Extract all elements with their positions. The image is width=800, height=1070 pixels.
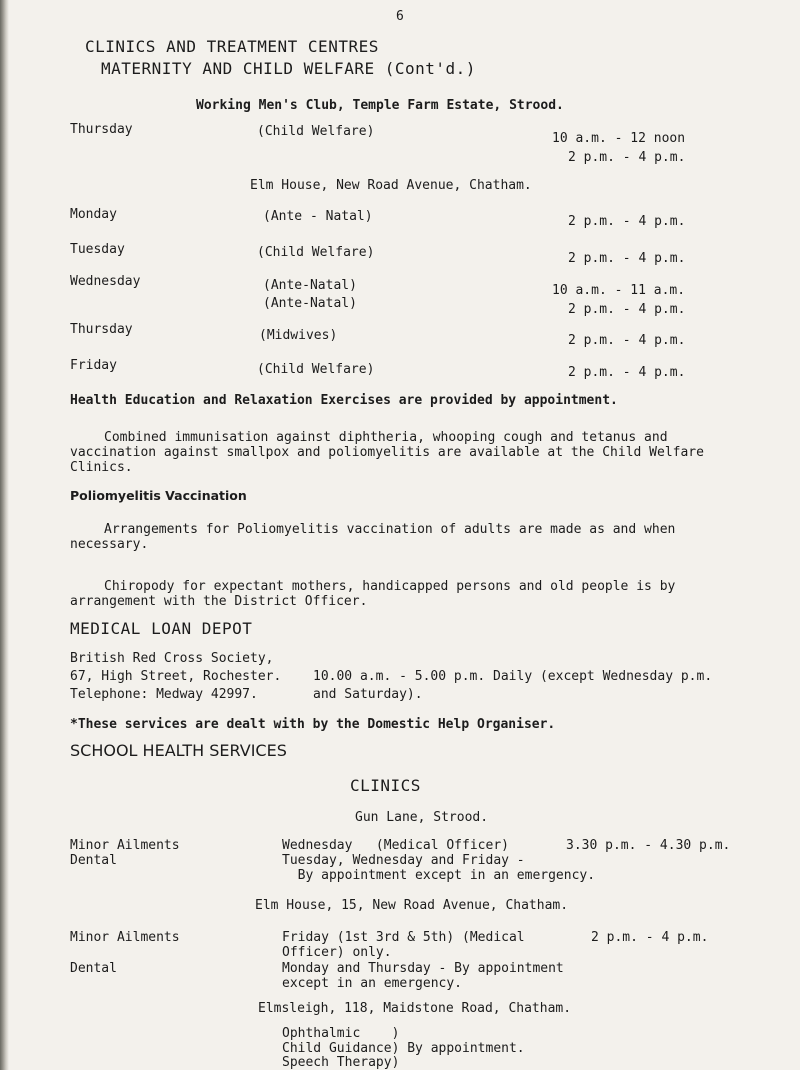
service-label: (Ante-Natal)	[263, 278, 357, 293]
health-education-note: Health Education and Relaxation Exercises are provided by appointment.	[70, 393, 618, 408]
day-label: Thursday	[70, 122, 133, 137]
polio-heading: Poliomyelitis Vaccination	[70, 488, 247, 503]
service-label: Dental	[70, 853, 117, 868]
schedule-line: except in an emergency.	[282, 976, 463, 991]
time-range: 10 a.m. - 11 a.m.	[552, 283, 686, 298]
service-label: (Ante-Natal)	[263, 296, 357, 311]
service-label: (Child Welfare)	[257, 245, 375, 260]
footnote: *These services are dealt with by the Domestic Help Organiser.	[70, 717, 556, 732]
loan-depot-heading: MEDICAL LOAN DEPOT	[70, 619, 253, 638]
schedule-line: Officer) only.	[282, 945, 392, 960]
service-label: Dental	[70, 961, 117, 976]
chiropody-paragraph: Chiropody for expectant mothers, handicapped persons and old people is by arrangement with the District Officer.	[70, 579, 676, 609]
section-title-maternity: MATERNITY AND CHILD WELFARE (Cont'd.)	[101, 59, 476, 78]
service-label: (Ante - Natal)	[263, 209, 373, 224]
service-label: (Midwives)	[259, 328, 338, 343]
day-label: Monday	[70, 207, 117, 222]
time-range: 2 p.m. - 4 p.m.	[591, 930, 709, 945]
venue-strood: Working Men's Club, Temple Farm Estate, Strood.	[196, 98, 564, 113]
schedule-line: Monday and Thursday - By appointment	[282, 961, 564, 976]
loan-address-line: 67, High Street, Rochester.	[70, 669, 282, 684]
service-label: (Child Welfare)	[257, 124, 375, 139]
time-range: 3.30 p.m. - 4.30 p.m.	[566, 838, 731, 853]
clinics-heading: CLINICS	[350, 776, 421, 795]
venue-gun-lane: Gun Lane, Strood.	[355, 810, 489, 825]
time-range: 2 p.m. - 4 p.m.	[568, 333, 686, 348]
venue-elm-house-15: Elm House, 15, New Road Avenue, Chatham.	[255, 898, 569, 913]
day-label: Thursday	[70, 322, 133, 337]
day-label: Tuesday	[70, 242, 125, 257]
time-range: 2 p.m. - 4 p.m.	[568, 150, 686, 165]
time-range: 10 a.m. - 12 noon	[552, 131, 686, 146]
loan-telephone: Telephone: Medway 42997.	[70, 687, 258, 702]
time-range: 2 p.m. - 4 p.m.	[568, 365, 686, 380]
day-label: Friday	[70, 358, 117, 373]
schedule-line: Friday (1st 3rd & 5th) (Medical	[282, 930, 525, 945]
schedule-line: Tuesday, Wednesday and Friday -	[282, 853, 525, 868]
loan-address-line: British Red Cross Society,	[70, 651, 274, 666]
schedule-line: Ophthalmic )	[282, 1026, 400, 1041]
loan-hours: 10.00 a.m. - 5.00 p.m. Daily (except Wednesday p.m.	[313, 669, 713, 684]
service-label: Minor Ailments	[70, 930, 180, 945]
schedule-line: Speech Therapy)	[282, 1055, 400, 1070]
time-range: 2 p.m. - 4 p.m.	[568, 251, 686, 266]
schedule-line: Child Guidance) By appointment.	[282, 1041, 525, 1056]
loan-hours: and Saturday).	[313, 687, 423, 702]
schedule-line: Wednesday (Medical Officer)	[282, 838, 509, 853]
venue-elm-house: Elm House, New Road Avenue, Chatham.	[250, 178, 532, 193]
time-range: 2 p.m. - 4 p.m.	[568, 302, 686, 317]
immunisation-paragraph: Combined immunisation against diphtheria, whooping cough and tetanus and vaccination against smallpox and poliomyelitis are available at the Child Welfare Clinics.	[70, 430, 704, 475]
time-range: 2 p.m. - 4 p.m.	[568, 214, 686, 229]
polio-paragraph: Arrangements for Poliomyelitis vaccination of adults are made as and when necessary.	[70, 522, 676, 552]
page-number: 6	[396, 9, 404, 24]
venue-elmsleigh: Elmsleigh, 118, Maidstone Road, Chatham.	[258, 1001, 572, 1016]
page-title: CLINICS AND TREATMENT CENTRES	[85, 37, 379, 56]
school-health-heading: SCHOOL HEALTH SERVICES	[70, 741, 287, 760]
schedule-line: By appointment except in an emergency.	[282, 868, 596, 883]
day-label: Wednesday	[70, 274, 141, 289]
service-label: Minor Ailments	[70, 838, 180, 853]
service-label: (Child Welfare)	[257, 362, 375, 377]
page-edge-shadow	[0, 0, 9, 1070]
